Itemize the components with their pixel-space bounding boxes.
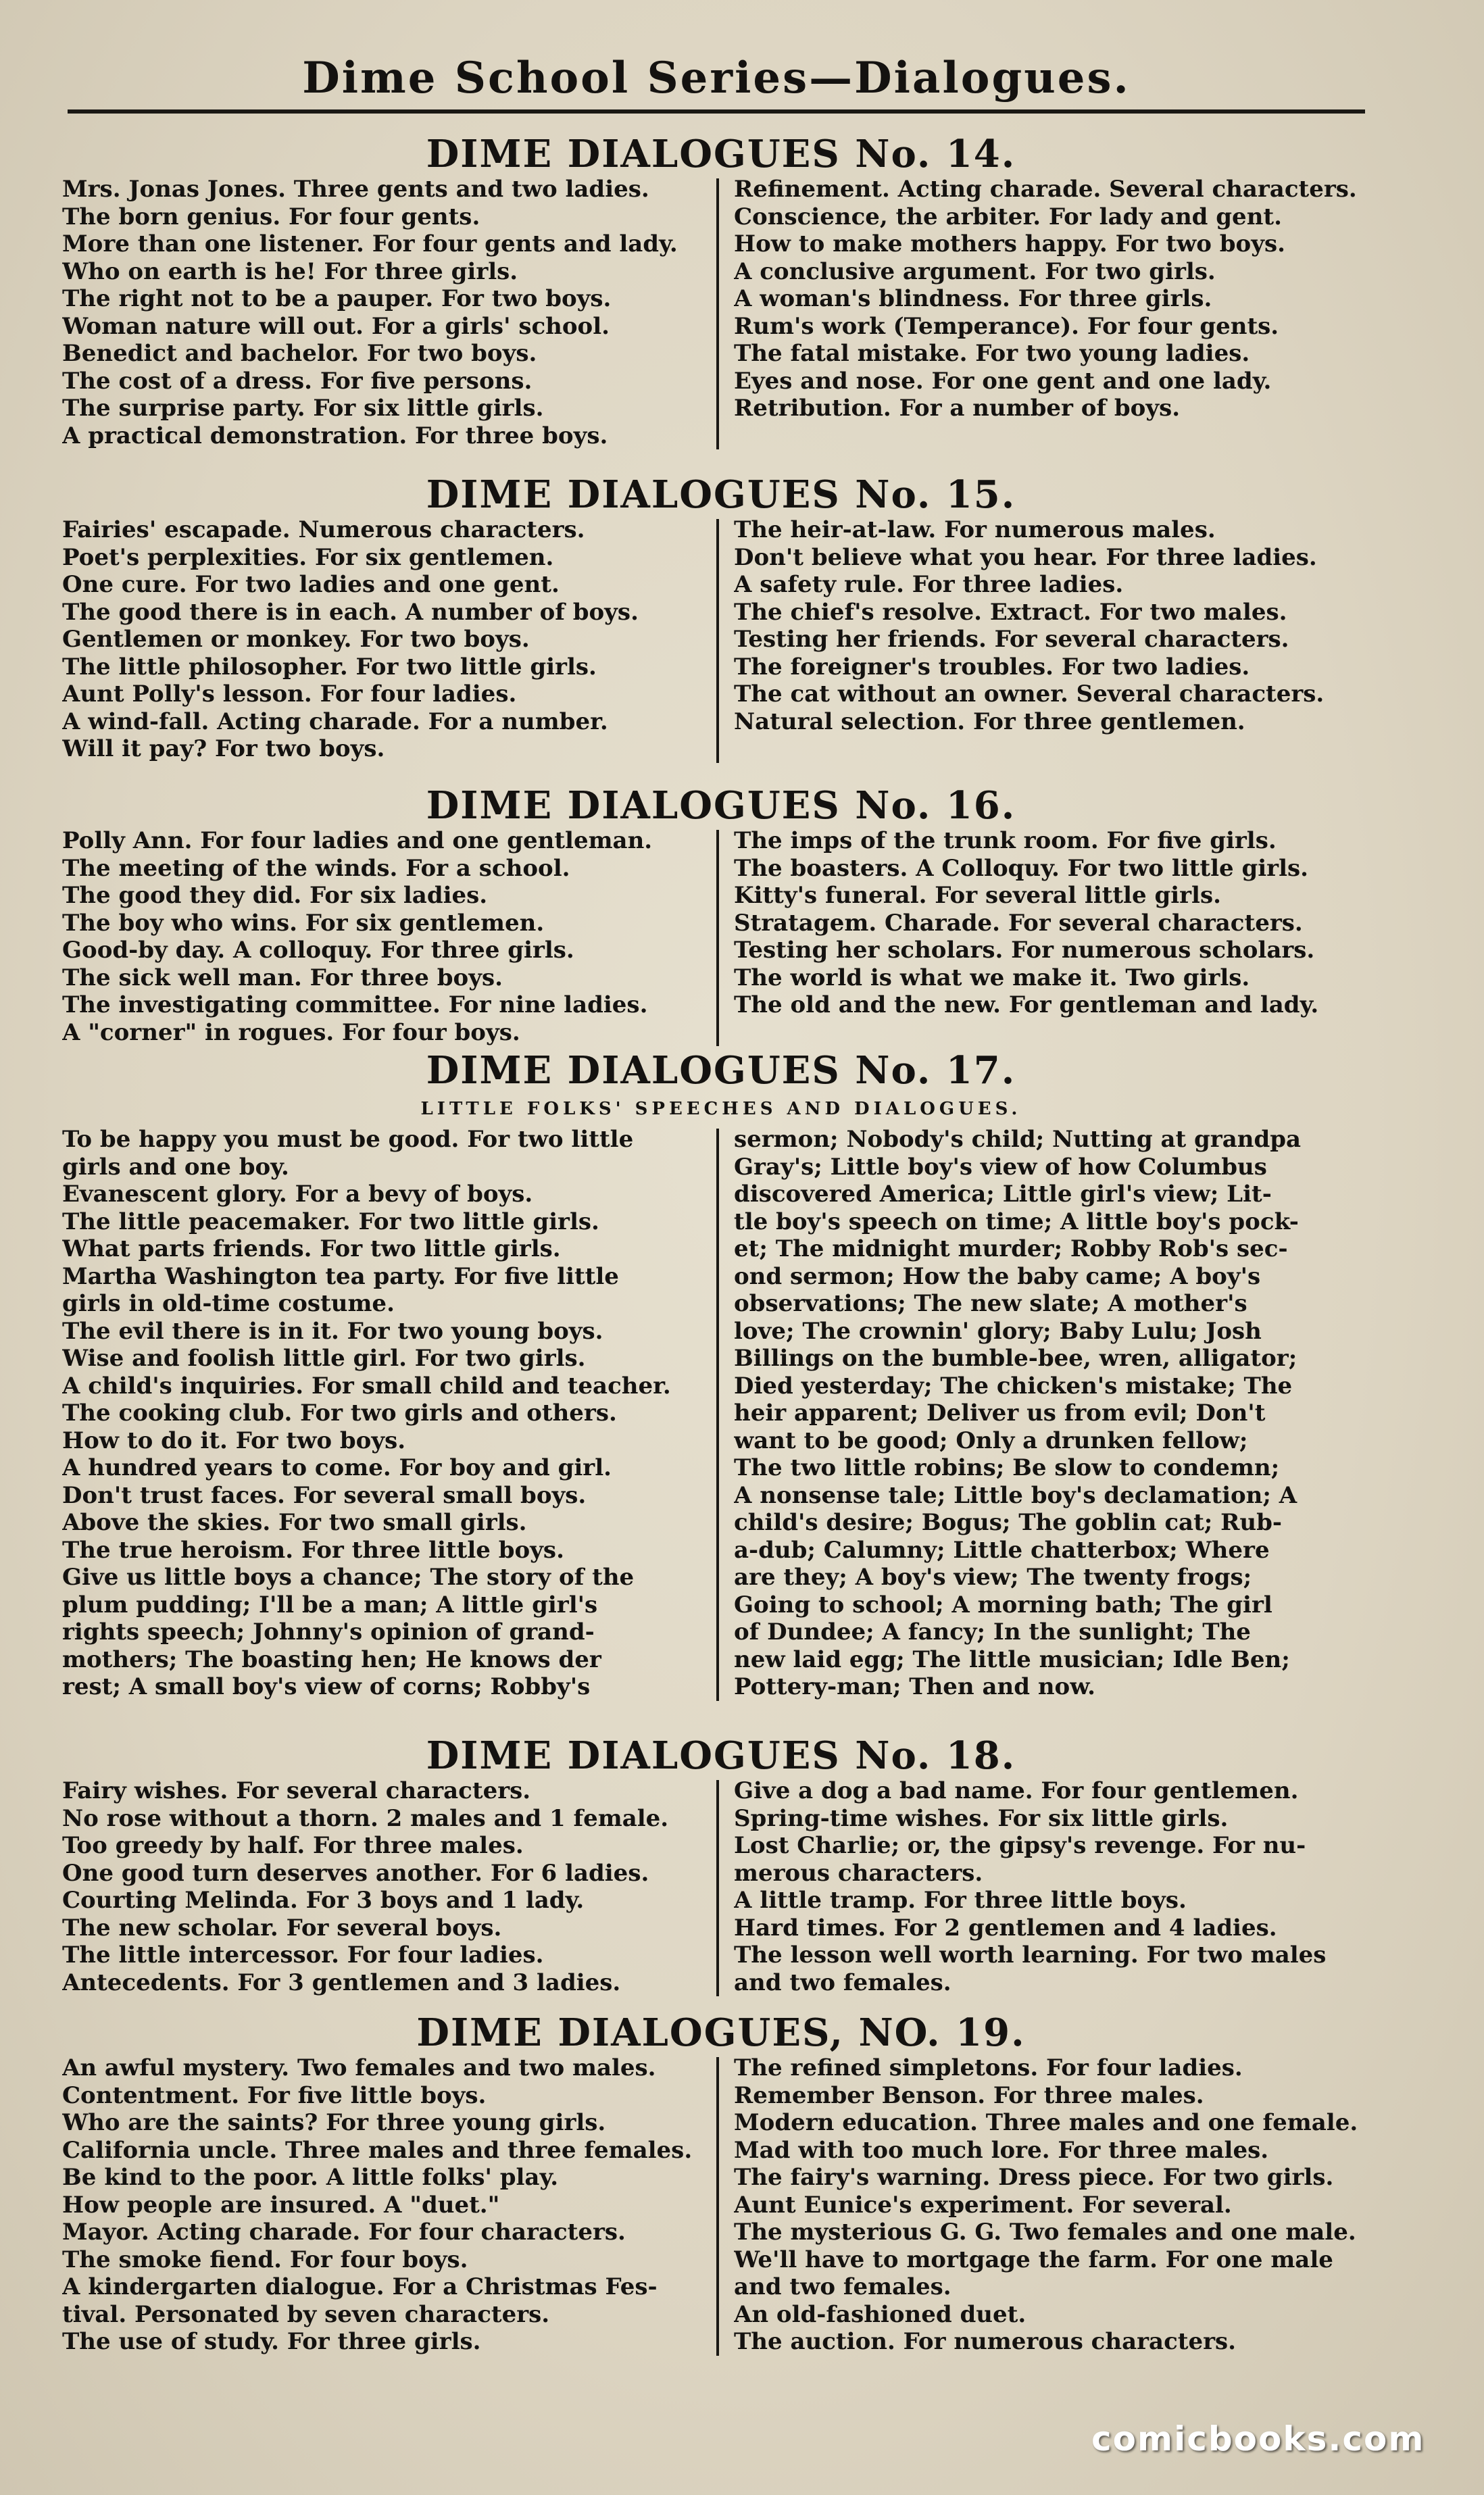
section-dialogues-16 — [62, 784, 1380, 1046]
dialogue-entry: Testing her scholars. For numerous scholars. — [734, 937, 1315, 964]
dialogue-entry: sermon; Nobody's child; Nutting at grandpa — [734, 1126, 1302, 1153]
right-column — [719, 1777, 1373, 1996]
dialogue-entry: The use of study. For three girls. — [62, 2328, 481, 2355]
dialogue-entry: A child's inquiries. For small child and teacher. — [62, 1372, 671, 1400]
dialogue-entry: The little philosopher. For two little girls. — [62, 653, 597, 681]
dialogue-entry: The mysterious G. G. Two females and one male. — [734, 2219, 1356, 2246]
dialogue-entry: The fairy's warning. Dress piece. For two girls. — [734, 2164, 1334, 2191]
section-columns — [62, 1777, 1380, 1996]
right-column — [719, 176, 1373, 449]
dialogue-entry: One good turn deserves another. For 6 ladies. — [62, 1859, 649, 1887]
dialogue-entry: We'll have to mortgage the farm. For one male — [734, 2246, 1333, 2273]
dialogue-entry: Fairies' escapade. Numerous characters. — [62, 516, 585, 543]
dialogue-entry: Polly Ann. For four ladies and one gentleman. — [62, 827, 653, 854]
dialogue-entry: The cooking club. For two girls and others. — [62, 1400, 617, 1427]
dialogue-entry: want to be good; Only a drunken fellow; — [734, 1427, 1248, 1454]
dialogue-entry: Poet's perplexities. For six gentlemen. — [62, 543, 554, 571]
dialogue-entry: A woman's blindness. For three girls. — [734, 285, 1212, 312]
dialogue-entry: The boasters. A Colloquy. For two little girls. — [734, 854, 1308, 882]
dialogue-entry: and two females. — [734, 2273, 951, 2300]
dialogue-entry: Wise and foolish little girl. For two girls. — [62, 1345, 586, 1372]
dialogue-entry: rest; A small boy's view of corns; Robby's — [62, 1673, 591, 1700]
dialogue-entry: A practical demonstration. For three boys. — [62, 422, 608, 449]
dialogue-entry: A wind-fall. Acting charade. For a number. — [62, 708, 608, 735]
dialogue-entry: merous characters. — [734, 1859, 983, 1887]
dialogue-entry: How people are insured. A "duet." — [62, 2191, 500, 2219]
dialogue-entry: To be happy you must be good. For two little — [62, 1126, 634, 1153]
dialogue-entry: plum pudding; I'll be a man; A little girl's — [62, 1591, 598, 1619]
dialogue-entry: The new scholar. For several boys. — [62, 1914, 502, 1942]
dialogue-entry: mothers; The boasting hen; He knows der — [62, 1646, 601, 1673]
dialogue-entry: Retribution. For a number of boys. — [734, 395, 1181, 422]
left-column — [62, 176, 716, 449]
header-rule — [68, 109, 1365, 114]
dialogue-entry: Rum's work (Temperance). For four gents. — [734, 312, 1279, 340]
dialogue-entry: The two little robins; Be slow to condemn; — [734, 1454, 1280, 1481]
dialogue-entry: Gray's; Little boy's view of how Columbus — [734, 1153, 1267, 1181]
section-columns — [62, 516, 1380, 763]
dialogue-entry: discovered America; Little girl's view; Lit- — [734, 1181, 1272, 1208]
dialogue-entry: Mrs. Jonas Jones. Three gents and two ladies. — [62, 176, 649, 203]
dialogue-entry: heir apparent; Deliver us from evil; Don't — [734, 1400, 1266, 1427]
section-title: DIME DIALOGUES No. 16. — [426, 783, 1016, 828]
dialogue-entry: The auction. For numerous characters. — [734, 2328, 1237, 2355]
dialogue-entry: Modern education. Three males and one female. — [734, 2109, 1358, 2136]
dialogue-entry: The little intercessor. For four ladies. — [62, 1942, 544, 1969]
dialogue-entry: The imps of the trunk room. For five girls. — [734, 827, 1277, 854]
dialogue-entry: Evanescent glory. For a bevy of boys. — [62, 1181, 533, 1208]
section-dialogues-15 — [62, 473, 1380, 763]
dialogue-entry: Fairy wishes. For several characters. — [62, 1777, 531, 1804]
dialogue-entry: Gentlemen or monkey. For two boys. — [62, 626, 530, 653]
section-columns — [62, 1126, 1380, 1701]
left-column — [62, 1126, 716, 1701]
left-column — [62, 827, 716, 1046]
dialogue-entry: The cost of a dress. For five persons. — [62, 367, 533, 395]
section-columns — [62, 827, 1380, 1046]
section-dialogues-19 — [62, 2011, 1380, 2356]
section-columns — [62, 2054, 1380, 2356]
dialogue-entry: A "corner" in rogues. For four boys. — [62, 1018, 520, 1046]
dialogue-entry: The heir-at-law. For numerous males. — [734, 516, 1216, 543]
section-title: DIME DIALOGUES No. 15. — [426, 472, 1016, 517]
dialogue-entry: Going to school; A morning bath; The girl — [734, 1591, 1272, 1619]
dialogue-entry: Died yesterday; The chicken's mistake; The — [734, 1372, 1293, 1400]
dialogue-entry: Who are the saints? For three young girls. — [62, 2109, 606, 2136]
dialogue-entry: A kindergarten dialogue. For a Christmas Fes- — [62, 2273, 658, 2300]
dialogue-entry: Mad with too much lore. For three males. — [734, 2136, 1269, 2164]
left-column — [62, 516, 716, 763]
dialogue-entry: The world is what we make it. Two girls. — [734, 964, 1250, 991]
right-column — [719, 516, 1373, 763]
dialogue-entry: The investigating committee. For nine ladies. — [62, 991, 648, 1018]
dialogue-entry: The chief's resolve. Extract. For two males. — [734, 598, 1287, 626]
dialogue-entry: Don't trust faces. For several small boys. — [62, 1481, 587, 1509]
dialogue-entry: Remember Benson. For three males. — [734, 2081, 1204, 2109]
dialogue-entry: An awful mystery. Two females and two males. — [62, 2054, 656, 2081]
dialogue-entry: More than one listener. For four gents and lady. — [62, 230, 678, 257]
dialogue-entry: of Dundee; A fancy; In the sunlight; The — [734, 1619, 1251, 1646]
dialogue-entry: The true heroism. For three little boys. — [62, 1536, 564, 1564]
section-title: DIME DIALOGUES No. 17. — [426, 1048, 1016, 1093]
dialogue-entry: Hard times. For 2 gentlemen and 4 ladies. — [734, 1914, 1277, 1942]
dialogue-entry: The fatal mistake. For two young ladies. — [734, 340, 1250, 367]
dialogue-entry: The boy who wins. For six gentlemen. — [62, 909, 545, 937]
dialogue-entry: One cure. For two ladies and one gent. — [62, 571, 560, 598]
dialogue-entry: Aunt Polly's lesson. For four ladies. — [62, 681, 517, 708]
dialogue-entry: Courting Melinda. For 3 boys and 1 lady. — [62, 1887, 585, 1914]
dialogue-entry: Benedict and bachelor. For two boys. — [62, 340, 537, 367]
dialogue-entry: An old-fashioned duet. — [734, 2300, 1027, 2328]
section-dialogues-17 — [62, 1049, 1380, 1701]
dialogue-entry: girls and one boy. — [62, 1153, 289, 1181]
dialogue-entry: Eyes and nose. For one gent and one lady. — [734, 367, 1272, 395]
dialogue-entry: love; The crownin' glory; Baby Lulu; Josh — [734, 1317, 1262, 1345]
dialogue-entry: The smoke fiend. For four boys. — [62, 2246, 468, 2273]
dialogue-entry: and two females. — [734, 1969, 951, 1996]
dialogue-entry: Above the skies. For two small girls. — [62, 1509, 527, 1536]
dialogue-entry: Billings on the bumble-bee, wren, alligator; — [734, 1345, 1297, 1372]
dialogue-entry: The lesson well worth learning. For two males — [734, 1942, 1327, 1969]
dialogue-entry: Kitty's funeral. For several little girls. — [734, 882, 1221, 909]
dialogue-entry: The foreigner's troubles. For two ladies. — [734, 653, 1250, 681]
dialogue-entry: Testing her friends. For several characters. — [734, 626, 1289, 653]
dialogue-entry: Spring-time wishes. For six little girls. — [734, 1804, 1229, 1832]
section-title: DIME DIALOGUES, NO. 19. — [416, 2010, 1026, 2055]
left-column — [62, 2054, 716, 2356]
dialogue-entry: are they; A boy's view; The twenty frogs; — [734, 1564, 1252, 1591]
dialogue-entry: A hundred years to come. For boy and girl. — [62, 1454, 612, 1481]
dialogue-entry: Too greedy by half. For three males. — [62, 1832, 524, 1859]
section-title: DIME DIALOGUES No. 14. — [426, 132, 1016, 176]
dialogue-entry: The cat without an owner. Several characters. — [734, 681, 1325, 708]
dialogue-entry: Martha Washington tea party. For five little — [62, 1262, 619, 1290]
dialogue-entry: et; The midnight murder; Robby Rob's sec- — [734, 1235, 1288, 1262]
dialogue-entry: Woman nature will out. For a girls' school. — [62, 312, 610, 340]
dialogue-entry: Who on earth is he! For three girls. — [62, 257, 518, 285]
dialogue-entry: Conscience, the arbiter. For lady and gent. — [734, 203, 1282, 230]
dialogue-entry: The old and the new. For gentleman and lady. — [734, 991, 1319, 1018]
dialogue-entry: The refined simpletons. For four ladies. — [734, 2054, 1243, 2081]
dialogue-entry: Give a dog a bad name. For four gentlemen. — [734, 1777, 1299, 1804]
dialogue-entry: What parts friends. For two little girls. — [62, 1235, 561, 1262]
section-columns — [62, 176, 1380, 449]
section-dialogues-14 — [62, 132, 1380, 449]
dialogue-entry: The born genius. For four gents. — [62, 203, 480, 230]
dialogue-entry: How to make mothers happy. For two boys. — [734, 230, 1285, 257]
dialogue-entry: rights speech; Johnny's opinion of grand- — [62, 1619, 595, 1646]
dialogue-entry: A safety rule. For three ladies. — [734, 571, 1124, 598]
dialogue-entry: The sick well man. For three boys. — [62, 964, 503, 991]
left-column — [62, 1777, 716, 1996]
dialogue-entry: tle boy's speech on time; A little boy's pock- — [734, 1208, 1299, 1235]
dialogue-entry: The little peacemaker. For two little girls. — [62, 1208, 599, 1235]
dialogue-entry: child's desire; Bogus; The goblin cat; Rub- — [734, 1509, 1283, 1536]
section-subtitle: LITTLE FOLKS' SPEECHES AND DIALOGUES. — [420, 1099, 1022, 1119]
dialogue-entry: Don't believe what you hear. For three ladies. — [734, 543, 1317, 571]
dialogue-entry: Mayor. Acting charade. For four characters. — [62, 2219, 626, 2246]
dialogue-entry: No rose without a thorn. 2 males and 1 female. — [62, 1804, 669, 1832]
dialogue-entry: Will it pay? For two boys. — [62, 735, 385, 762]
dialogue-entry: Contentment. For five little boys. — [62, 2081, 487, 2109]
dialogue-entry: ond sermon; How the baby came; A boy's — [734, 1262, 1261, 1290]
dialogue-entry: The good they did. For six ladies. — [62, 882, 488, 909]
dialogue-entry: A nonsense tale; Little boy's declamation; A — [734, 1481, 1297, 1509]
dialogue-entry: girls in old-time costume. — [62, 1290, 395, 1317]
dialogue-entry: Give us little boys a chance; The story of the — [62, 1564, 635, 1591]
right-column — [719, 2054, 1373, 2356]
dialogue-entry: The right not to be a pauper. For two boys. — [62, 285, 612, 312]
right-column — [719, 1126, 1373, 1701]
dialogue-entry: new laid egg; The little musician; Idle Ben; — [734, 1646, 1290, 1673]
dialogue-entry: The surprise party. For six little girls. — [62, 395, 544, 422]
watermark-text: comicbooks.com — [1091, 2419, 1425, 2459]
dialogue-entry: a-dub; Calumny; Little chatterbox; Where — [734, 1536, 1270, 1564]
dialogue-entry: The good there is in each. A number of boys. — [62, 598, 639, 626]
dialogue-entry: California uncle. Three males and three females. — [62, 2136, 693, 2164]
page-header-title: Dime School Series—Dialogues. — [302, 53, 1131, 103]
dialogue-entry: Pottery-man; Then and now. — [734, 1673, 1095, 1700]
dialogue-entry: Aunt Eunice's experiment. For several. — [734, 2191, 1232, 2219]
dialogue-entry: Stratagem. Charade. For several characters. — [734, 909, 1303, 937]
dialogue-entry: How to do it. For two boys. — [62, 1427, 406, 1454]
dialogue-entry: Antecedents. For 3 gentlemen and 3 ladies. — [62, 1969, 621, 1996]
dialogue-entry: tival. Personated by seven characters. — [62, 2300, 550, 2328]
right-column — [719, 827, 1373, 1046]
dialogue-entry: Good-by day. A colloquy. For three girls. — [62, 937, 574, 964]
dialogue-entry: Be kind to the poor. A little folks' play. — [62, 2164, 559, 2191]
dialogue-entry: The evil there is in it. For two young boys. — [62, 1317, 603, 1345]
section-title: DIME DIALOGUES No. 18. — [426, 1733, 1016, 1778]
dialogue-entry: A little tramp. For three little boys. — [734, 1887, 1187, 1914]
dialogue-entry: A conclusive argument. For two girls. — [734, 257, 1216, 285]
dialogue-entry: observations; The new slate; A mother's — [734, 1290, 1247, 1317]
section-dialogues-18 — [62, 1734, 1380, 1996]
dialogue-entry: Natural selection. For three gentlemen. — [734, 708, 1245, 735]
dialogue-entry: The meeting of the winds. For a school. — [62, 854, 570, 882]
dialogue-entry: Lost Charlie; or, the gipsy's revenge. For nu- — [734, 1832, 1306, 1859]
dialogue-entry: Refinement. Acting charade. Several characters. — [734, 176, 1357, 203]
